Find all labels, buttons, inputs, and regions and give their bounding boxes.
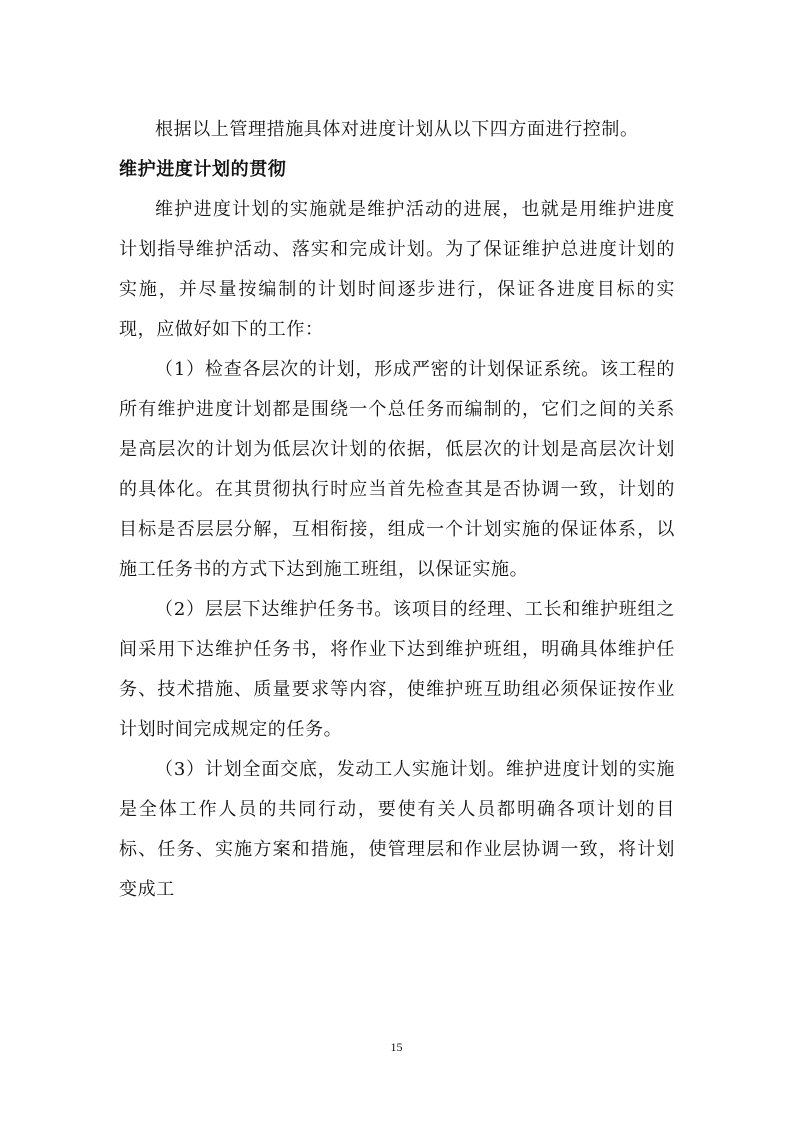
section-heading: 维护进度计划的贯彻 [119, 159, 287, 180]
document-body [119, 110, 675, 910]
body-paragraph: （3）计划全面交底，发动工人实施计划。维护进度计划的实施是全体工作人员的共同行动，要使有关人员都明确各项计划的目标、任务、实施方案和措施，使管理层和作业层协调一致，将计划变成工 [119, 759, 675, 900]
page-number: 15 [390, 1040, 403, 1054]
body-paragraph: 维护进度计划的实施就是维护活动的进展，也就是用维护进度计划指导维护活动、落实和完成计划。为了保证维护总进度计划的实施，并尽量按编制的计划时间逐步进行，保证各进度目标的实现，应做好如下的工作： [119, 199, 675, 340]
intro-paragraph: 根据以上管理措施具体对进度计划从以下四方面进行控制。 [155, 119, 639, 140]
body-paragraph: （2）层层下达维护任务书。该项目的经理、工长和维护班组之间采用下达维护任务书，将作业下达到维护班组，明确具体维护任务、技术措施、质量要求等内容，使维护班互助组必须保证按作业计划时间完成规定的任务。 [119, 599, 675, 740]
body-paragraph: （1）检查各层次的计划，形成严密的计划保证系统。该工程的所有维护进度计划都是围绕一个总任务而编制的，它们之间的关系是高层次的计划为低层次计划的依据，低层次的计划是高层次计划的具体化。在其贯彻执行时应当首先检查其是否协调一致，计划的目标是否层层分解，互相衔接，组成一个计划实施的保证体系，以施工任务书的方式下达到施工班组，以保证实施。 [119, 359, 675, 580]
